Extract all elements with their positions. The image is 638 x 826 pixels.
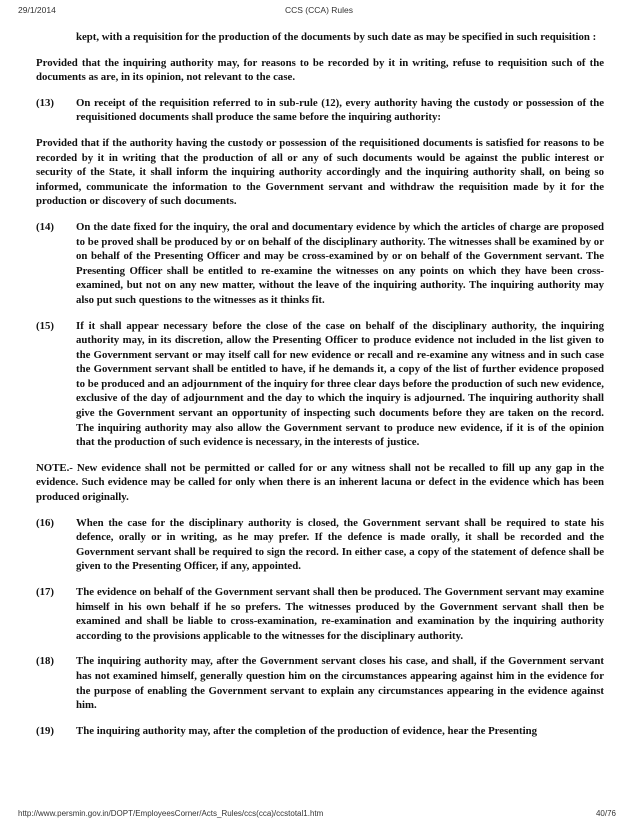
rule-17 [36, 585, 604, 643]
document-body [36, 30, 604, 749]
rule-text: When the case for the disciplinary authority is closed, the Government servant shall be required to state his defence, orally or in writing, as he may prefer. If the defence is made orally, it shall be recorded and the Government servant shall be required to sign the record. In either case, a copy of the statement of defence shall be given to the Presenting Officer, if any, appointed. [76, 516, 604, 573]
print-date: 29/1/2014 [18, 5, 56, 15]
rule-14 [36, 220, 604, 308]
rule-number: (15) [36, 319, 54, 332]
rule-text: The evidence on behalf of the Government servant shall then be produced. The Government servant may examine himself in his own behalf if he so prefers. The witnesses produced by the Government servant shall then be examined and shall be liable to cross-examination, re-examination and examination by the inquiring authority according to the provisions applicable to the witnesses for the disciplinary authority. [76, 586, 604, 642]
rule-text: The inquiring authority may, after the Government servant closes his case, and shall, if the Government servant has not examined himself, generally question him on the circumstances appearing against him in the evidence for the purpose of enabling the Government servant to explain any circumstances appearing in the evidence against him. [76, 655, 604, 712]
rule-number: (19) [36, 724, 54, 737]
rule-number: (14) [36, 220, 54, 233]
rule-text: On the date fixed for the inquiry, the oral and documentary evidence by which the articles of charge are proposed to be proved shall be produced by or on behalf of the disciplinary authority. The witnesses shall be examined by or on behalf of the Presenting Officer and may be cross-examined by or on behalf of the Government servant. The Presenting Officer shall be entitled to re-examine the witnesses on any points on which they have been cross-examined, but not on any new matter, without the leave of the inquiring authority. The inquiring authority may also put such questions to the witnesses as it thinks fit. [76, 220, 604, 306]
page-title: CCS (CCA) Rules [284, 5, 353, 15]
page-number: 40/76 [595, 809, 616, 818]
proviso-paragraph: Provided that the inquiring authority may, for reasons to be recorded by it in writing, refuse to requisition such of the documents as are, in its opinion, not relevant to the case. [36, 56, 604, 84]
rule-16 [36, 516, 604, 574]
rule-number: (18) [36, 655, 54, 668]
rule-13 [36, 96, 604, 125]
rule-number: (17) [36, 586, 54, 598]
source-url: http://www.persmin.gov.in/DOPT/EmployeesCorner/Acts_Rules/ccs(cca)/ccstotal1.htm [18, 809, 324, 818]
rule-number: (13) [36, 96, 54, 109]
rule-text: The inquiring authority may, after the completion of the production of evidence, hear the Presenting [76, 724, 538, 737]
rule-15 [36, 319, 604, 450]
continuation-text: kept, with a requisition for the production of the documents by such date as may be specified in such requisition : [76, 31, 597, 43]
rule-text: If it shall appear necessary before the close of the case on behalf of the disciplinary authority, the inquiring authority may, in its discretion, allow the Presenting Officer to produce evidence not included in the list given to the Government servant or may itself call for new evidence or recall and re-examine any witness and in such case the Government servant shall be entitled to have, if he demands it, a copy of the list of further evidence proposed to be produced and an adjournment of the inquiry for three clear days before the production of such new evidence, exclusive of the day of adjournment and the day to which the inquiry is adjourned. The inquiring authority shall give the Government servant an opportunity of inspecting such documents before they are taken on the record. The inquiring authority may also allow the Government servant to produce new evidence, if it is of the opinion that the production of such evidence is necessary, in the interests of justice. [76, 319, 604, 449]
note-paragraph: NOTE.- New evidence shall not be permitted or called for or any witness shall not be recalled to fill up any gap in the evidence. Such evidence may be called for only when there is an inherent lacuna or defect in the evidence which has been produced originally. [36, 461, 604, 504]
rule-19 [36, 724, 604, 739]
rule-text: On receipt of the requisition referred to in sub-rule (12), every authority having the custody or possession of the requisitioned documents shall produce the same before the inquiring authority: [76, 96, 604, 124]
rule-number: (16) [36, 516, 54, 529]
proviso-paragraph: Provided that if the authority having the custody or possession of the requisitioned documents is satisfied for reasons to be recorded by it in writing that the production of all or any of such documents would be against the public interest or security of the State, it shall inform the inquiring authority accordingly and the inquiring authority shall, on being so informed, communicate the information to the Government servant and withdraw the requisition made by it for the production or discovery of such documents. [36, 136, 604, 208]
rule-18 [36, 654, 604, 712]
